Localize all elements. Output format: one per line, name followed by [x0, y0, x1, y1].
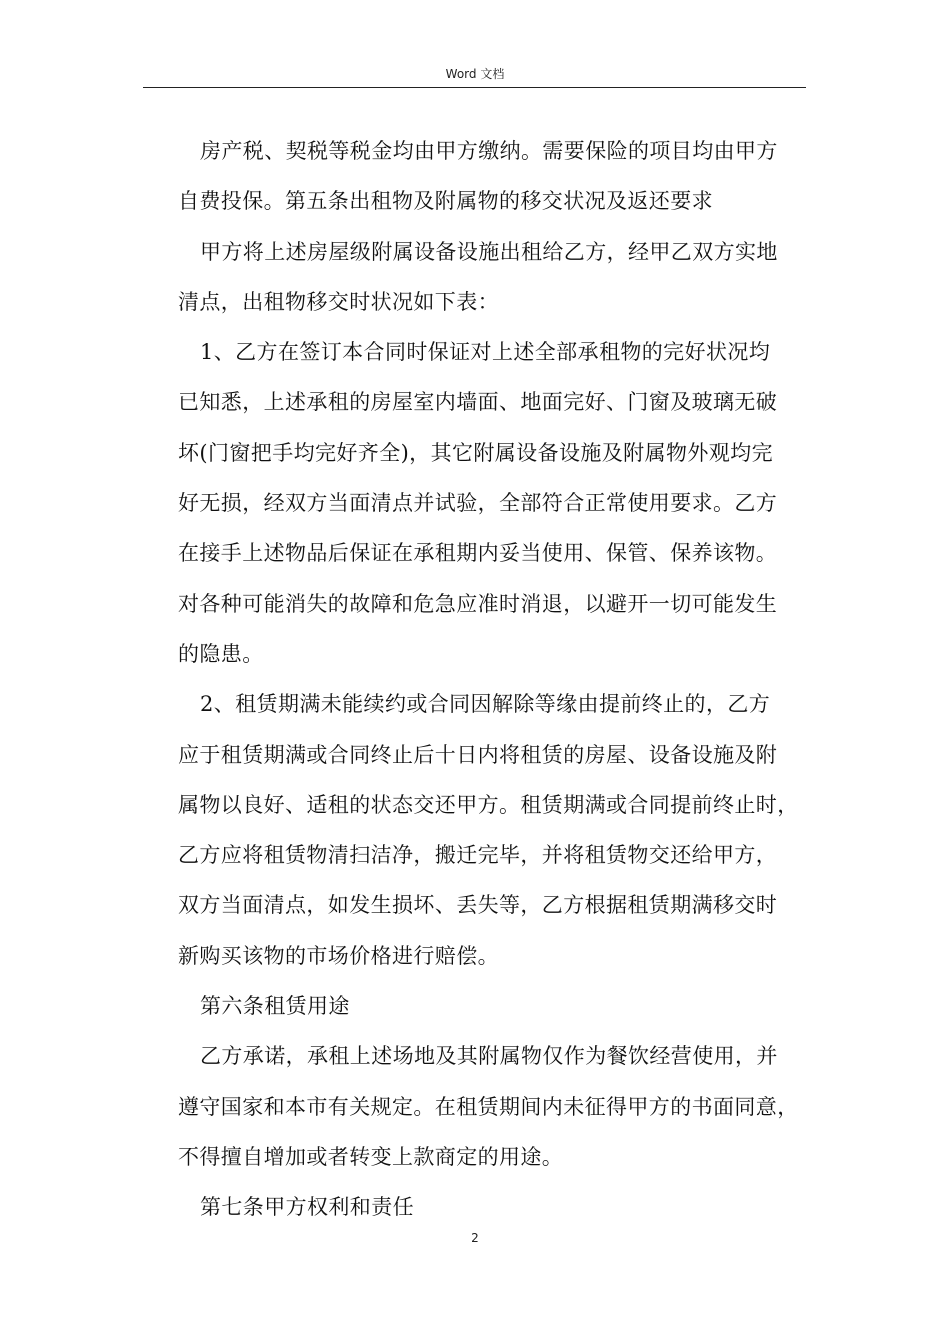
text-line: 的隐患。	[178, 641, 264, 666]
text-line: 遵守国家和本市有关规定。在租赁期间内未征得甲方的书面同意，	[178, 1094, 799, 1119]
text-line: 好无损，经双方当面清点并试验，全部符合正常使用要求。乙方	[178, 491, 778, 516]
text-line: 坏(门窗把手均完好齐全)，其它附属设备设施及附属物外观均完	[178, 440, 773, 465]
text-line: 在接手上述物品后保证在承租期内妥当使用、保管、保养该物。	[178, 541, 778, 566]
section-heading: 第七条甲方权利和责任	[200, 1195, 414, 1220]
text-line: 应于租赁期满或合同终止后十日内将租赁的房屋、设备设施及附	[178, 742, 778, 767]
text-line: 清点，出租物移交时状况如下表：	[178, 289, 499, 314]
text-line: 不得擅自增加或者转变上款商定的用途。	[178, 1144, 564, 1169]
section-heading: 第六条租赁用途	[200, 994, 350, 1019]
text-line: 对各种可能消失的故障和危急应准时消退，以避开一切可能发生	[178, 591, 778, 616]
page-header: Word 文档	[445, 67, 505, 81]
text-line: 乙方应将租赁物清扫洁净，搬迁完毕，并将租赁物交还给甲方，	[178, 843, 778, 868]
text-line: 已知悉，上述承租的房屋室内墙面、地面完好、门窗及玻璃无破	[178, 390, 778, 415]
text-line: 1、乙方在签订本合同时保证对上述全部承租物的完好状况均	[200, 340, 771, 365]
text-line: 双方当面清点，如发生损坏、丢失等，乙方根据租赁期满移交时	[178, 893, 778, 918]
header-divider	[143, 87, 806, 88]
text-line: 乙方承诺，承租上述场地及其附属物仅作为餐饮经营使用，并	[200, 1044, 778, 1069]
text-line: 2、租赁期满未能续约或合同因解除等缘由提前终止的，乙方	[200, 692, 771, 717]
text-line: 属物以良好、适租的状态交还甲方。租赁期满或合同提前终止时，	[178, 792, 799, 817]
text-line: 甲方将上述房屋级附属设备设施出租给乙方，经甲乙双方实地	[200, 239, 778, 264]
text-line: 自费投保。第五条出租物及附属物的移交状况及返还要求	[178, 189, 713, 214]
page-number: 2	[471, 1231, 479, 1245]
text-line: 新购买该物的市场价格进行赔偿。	[178, 943, 499, 968]
text-line: 房产税、契税等税金均由甲方缴纳。需要保险的项目均由甲方	[200, 139, 778, 163]
document-body	[178, 126, 806, 1233]
